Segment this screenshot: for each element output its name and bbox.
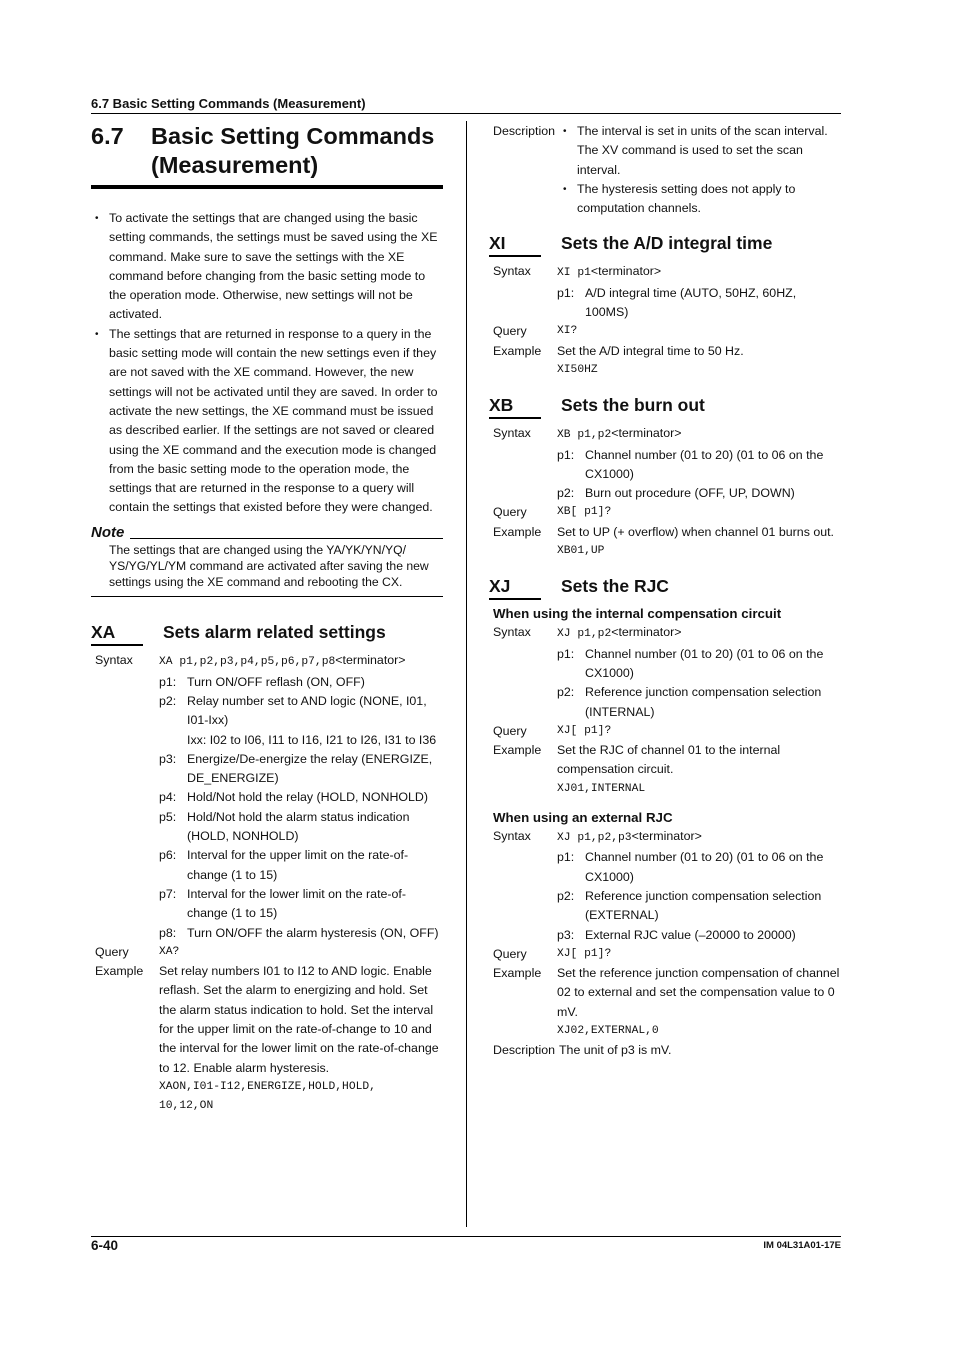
xj-external-query-row: Query XJ[ p1]? — [489, 945, 841, 964]
xj-internal-param: p2: Reference junction compensation selection (INTERNAL) — [557, 685, 822, 719]
xi-heading — [489, 232, 841, 257]
section-number: 6.7 — [91, 123, 124, 149]
xa-description-bullets — [561, 122, 841, 218]
xj-internal-example-row: Example Set the RJC of channel 01 to the internal compensation circuit. XJ01,INTERNAL — [489, 741, 841, 799]
xj-internal-syntax-row: Syntax XJ p1,p2<terminator> — [493, 625, 682, 641]
xa-param: p2: Relay number set to AND logic (NONE, I01, I01-Ixx) Ixx: I02 to I06, I11 to I16, I21 to I26, I31 to I36 — [159, 693, 437, 747]
page-number: 6-40 — [91, 1238, 119, 1253]
intro-bullet: • To activate the settings that are changed using the basic setting commands, the settings must be saved using the XE command. Make sure to save the settings with the XE command before changing from the basic setting mode to the operation mode. Otherwise, new settings will not be activated. — [91, 209, 443, 325]
description-label: Description — [493, 1043, 555, 1058]
xi-example-row: Example Set the A/D integral time to 50 Hz. XI50HZ — [489, 342, 841, 381]
note-rule — [130, 538, 443, 539]
left-column — [91, 122, 443, 1116]
xi-query-row: Query XI? — [489, 322, 841, 341]
xi-title: Sets the A/D integral time — [561, 233, 773, 254]
xj-external-example-row: Example Set the reference junction compensation of channel 02 to external and set the compensation value to 0 mV. XJ02,EXTERNAL,0 — [489, 964, 841, 1041]
intro-bullet: • The settings that are returned in response to a query in the basic setting mode will contain the new settings even if they are not saved with the XE command. However, the new settings will not be activated until they are saved. In order to activate the new settings, the XE command must be issued as described earlier. If the settings are not saved or cleared using the XE command and the execution mode is changed from the basic setting mode to the operation mode, the settings that are returned in the response to a query will contain the settings that existed before they were changed. — [91, 325, 443, 518]
xi-example-text: Set the A/D integral time to 50 Hz. — [557, 343, 744, 358]
xj-external-syntax: XJ p1,p2,p3 — [557, 832, 632, 845]
xa-param: p4: Hold/Not hold the relay (HOLD, NONHOLD) — [159, 790, 429, 805]
xb-query-row: Query XB[ p1]? — [489, 503, 841, 522]
xj-internal-example-text: Set the RJC of channel 01 to the internal compensation circuit. — [557, 743, 781, 777]
query-label: Query — [95, 944, 129, 959]
description-label: Description — [493, 124, 555, 138]
terminator: <terminator> — [335, 653, 406, 668]
xi-example-code: XI50HZ — [557, 363, 598, 376]
right-column — [489, 122, 841, 1061]
xi-syntax-row: Syntax XI p1<terminator> — [493, 264, 662, 280]
description-bullet: • The hysteresis setting does not apply to computation channels. — [561, 180, 841, 219]
xj-external-heading: When using an external RJC — [493, 810, 673, 826]
xa-code: XA — [91, 621, 143, 646]
xj-external-syntax-row: Syntax XJ p1,p2,p3<terminator> — [493, 829, 702, 845]
xj-external-query: XJ[ p1]? — [557, 947, 612, 960]
xa-param: p3: Energize/De-energize the relay (ENERGIZE, DE_ENERGIZE) — [159, 751, 433, 786]
section-title — [91, 122, 443, 180]
xj-heading — [489, 575, 841, 600]
xj-title: Sets the RJC — [561, 576, 669, 597]
xj-description-row — [489, 1041, 841, 1060]
syntax-label: Syntax — [95, 653, 133, 668]
note-label: Note — [91, 523, 125, 541]
xj-internal-query-row: Query XJ[ p1]? — [489, 722, 841, 741]
xa-params — [159, 673, 443, 943]
section-title-line1: Basic Setting Commands — [151, 123, 435, 149]
xj-external-example-text: Set the reference junction compensation of channel 02 to external and set the compensation value to 0 mV. — [557, 966, 840, 1019]
xb-syntax: XB p1,p2 — [557, 429, 612, 442]
document-id: IM 04L31A01-17E — [763, 1240, 841, 1251]
xj-code: XJ — [489, 575, 541, 600]
xb-example-text: Set to UP (+ overflow) when channel 01 burns out. — [557, 524, 834, 539]
xj-external-param: p1: Channel number (01 to 20) (01 to 06 on the CX1000) — [557, 850, 824, 884]
xa-title: Sets alarm related settings — [163, 622, 386, 643]
running-header: 6.7 Basic Setting Commands (Measurement) — [91, 96, 366, 111]
xj-internal-syntax: XJ p1,p2 — [557, 628, 612, 641]
footer-rule — [91, 1236, 841, 1237]
header-rule — [91, 113, 841, 114]
column-divider — [466, 121, 467, 1227]
xi-param: p1: A/D integral time (AUTO, 50HZ, 60HZ, 100MS) — [557, 285, 797, 320]
xj-internal-example-code: XJ01,INTERNAL — [557, 782, 646, 795]
xa-example-code-line2: 10,12,ON — [159, 1100, 214, 1113]
xa-example-code-line1: XAON,I01-I12,ENERGIZE,HOLD,HOLD, — [159, 1080, 376, 1093]
xa-query: XA? — [159, 945, 180, 958]
xa-param: p7: Interval for the lower limit on the rate-of-change (1 to 15) — [159, 886, 406, 921]
xi-code: XI — [489, 232, 541, 257]
xb-example-row: Example Set to UP (+ overflow) when channel 01 burns out. XB01,UP — [489, 523, 841, 562]
xi-syntax: XI p1 — [557, 267, 591, 280]
intro-bullets — [91, 209, 443, 518]
xj-external-example-code: XJ02,EXTERNAL,0 — [557, 1024, 659, 1037]
xi-query: XI? — [557, 325, 578, 338]
xb-query: XB[ p1]? — [557, 506, 612, 519]
xa-param: p5: Hold/Not hold the alarm status indication (HOLD, NONHOLD) — [159, 809, 410, 844]
xb-code: XB — [489, 394, 541, 419]
xa-example-text: Set relay numbers I01 to I12 to AND logic. Enable reflash. Set the alarm to energizing and hold. Set the alarm status indication to hold. Set the interval for the upper limit on the rate-of-change to 10 and the interval for the lower limit on the rate-of-change to 12. Enable alarm hysteresis. — [159, 964, 439, 1075]
xa-p2-extra: Ixx: I02 to I06, I11 to I16, I21 to I26, I31 to I36 — [187, 732, 437, 747]
xa-param: p8: Turn ON/OFF the alarm hysteresis (ON, OFF) — [159, 925, 439, 940]
note-header — [91, 524, 443, 542]
xj-external-param: p3: External RJC value (–20000 to 20000) — [557, 927, 796, 942]
xb-param: p2: Burn out procedure (OFF, UP, DOWN) — [557, 486, 795, 501]
section-title-line2: (Measurement) — [151, 152, 319, 178]
xb-example-code: XB01,UP — [557, 545, 605, 558]
example-label: Example — [95, 964, 144, 979]
xb-syntax-row: Syntax XB p1,p2<terminator> — [493, 426, 682, 442]
xa-heading — [91, 621, 443, 646]
xb-heading — [489, 394, 841, 419]
xj-description: The unit of p3 is mV. — [558, 1043, 672, 1058]
note-text: The settings that are changed using the YA/YK/YN/YQ/ YS/YG/YL/YM command are activated after saving the new settings using the XE command and rebooting the CX. — [91, 542, 443, 598]
title-rule — [91, 185, 443, 189]
xa-param: p1: Turn ON/OFF reflash (ON, OFF) — [159, 674, 365, 689]
xb-title: Sets the burn out — [561, 395, 705, 416]
xa-description-row — [489, 122, 841, 218]
xa-syntax: XA p1,p2,p3,p4,p5,p6,p7,p8 — [159, 656, 336, 669]
xj-internal-query: XJ[ p1]? — [557, 724, 612, 737]
xa-syntax-row — [91, 651, 443, 672]
xa-example-row — [91, 962, 443, 1116]
xj-internal-heading: When using the internal compensation circuit — [493, 606, 782, 622]
xj-internal-param: p1: Channel number (01 to 20) (01 to 06 on the CX1000) — [557, 646, 824, 680]
xa-query-row — [91, 943, 443, 962]
xj-external-param: p2: Reference junction compensation selection (EXTERNAL) — [557, 888, 822, 923]
xa-param: p6: Interval for the upper limit on the rate-of-change (1 to 15) — [159, 848, 409, 882]
xb-param: p1: Channel number (01 to 20) (01 to 06 on the CX1000) — [557, 447, 824, 481]
description-bullet: • The interval is set in units of the scan interval. The XV command is used to set the scan interval. — [561, 122, 841, 180]
